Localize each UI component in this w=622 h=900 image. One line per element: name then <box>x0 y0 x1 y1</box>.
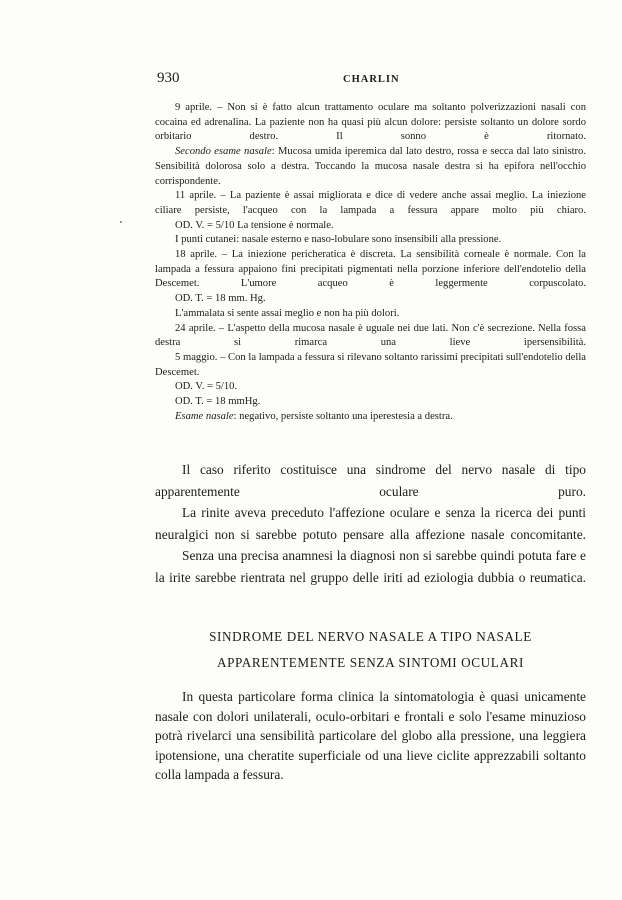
case-note-visus-2: OD. V. = 5/10. <box>175 381 238 393</box>
page-number: 930 <box>157 70 180 86</box>
final-paragraph: In questa particolare forma clinica la sintomatologia è quasi unicamente nasale con dolori unilaterali, oculo-orbitari e frontali e solo l'esame minuzioso potrà rivelarci una sensibilità particolare del globo alla pressione, una leggiera ipotensione, una cheratite superficiale od una lieve ciclite apprezzabili soltanto colla lampada a fessura. <box>155 689 586 782</box>
discussion <box>155 459 586 588</box>
case-note-cutaneous-points: I punti cutanei: nasale esterno e naso-lobulare sono insensibili alla pressione. <box>175 234 502 246</box>
section-heading <box>155 624 586 675</box>
case-notes <box>155 101 586 424</box>
final-section <box>155 687 586 785</box>
italic-lead: Esame nasale <box>175 410 234 422</box>
section-heading-line-1: SINDROME DEL NERVO NASALE A TIPO NASALE <box>209 629 532 644</box>
case-note-improvement: L'ammalata si sente assai meglio e non ha più dolori. <box>175 307 400 319</box>
second-exam-text: : Mucosa umida iperemica dal lato destro, rossa e secca dal lato sinistro. Sensibilità dolorosa solo a destra. Toccando la mucosa nasale destra si ha epifora nell'occhio corrispondente. <box>155 146 586 187</box>
case-note-april-9: 9 aprile. – Non si è fatto alcun trattamento oculare ma soltanto polverizzazioni nasali con cocaina ed adrenalina. La paziente non ha quasi più alcun dolore: persiste soltanto un dolore sordo orbitario destro. Il sonno è ritornato. <box>155 102 586 143</box>
discussion-paragraph-1: Il caso riferito costituisce una sindrome del nervo nasale di tipo apparentemente oculare puro. <box>155 462 586 499</box>
case-note-second-nasal-exam <box>155 145 586 189</box>
case-note-final-exam <box>155 410 586 425</box>
discussion-paragraph-2: La rinite aveva preceduto l'affezione oculare e senza la ricerca dei punti neuralgici non si sarebbe potuto pensare alla affezione nasale concomitante. <box>155 505 586 542</box>
final-exam-text: : negativo, persiste soltanto una iperestesia a destra. <box>233 410 453 422</box>
case-note-tension-1: OD. T. = 18 mm. Hg. <box>175 293 266 305</box>
case-note-visus-1: OD. V. = 5/10 La tensione è normale. <box>175 219 334 231</box>
page-header <box>0 70 622 92</box>
italic-lead: Secondo esame nasale <box>175 146 272 158</box>
case-note-april-24: 24 aprile. – L'aspetto della mucosa nasale è uguale nei due lati. Non c'è secrezione. Nella fossa destra si rimarca una lieve ipersensibilità. <box>155 322 586 349</box>
discussion-paragraph-3: Senza una precisa anamnesi la diagnosi non si sarebbe quindi potuta fare e la irite sarebbe rientrata nel gruppo delle iriti ad eziologia dubbia o reumatica. <box>155 548 586 585</box>
margin-mark <box>120 221 122 223</box>
case-note-april-18: 18 aprile. – La iniezione pericheratica è discreta. La sensibilità corneale è normale. Con la lampada a fessura appaiono fini precipitati pigmentati nella porzione inferiore dell'endotelio della Descemet. L'umore acqueo è leggermente corpuscolato. <box>155 249 586 290</box>
case-note-may-5: 5 maggio. – Con la lampada a fessura si rilevano soltanto rarissimi precipitati sull'endotelio della Descemet. <box>155 351 586 378</box>
running-head: CHARLIN <box>343 74 400 85</box>
case-note-tension-2: OD. T. = 18 mmHg. <box>175 396 261 408</box>
case-note-april-11: 11 aprile. – La paziente è assai migliorata e dice di vedere anche assai meglio. La iniezione ciliare persiste, l'acqueo con la lampada a fessura appare molto più chiaro. <box>155 190 586 216</box>
section-heading-line-2: APPARENTEMENTE SENZA SINTOMI OCULARI <box>217 654 524 670</box>
